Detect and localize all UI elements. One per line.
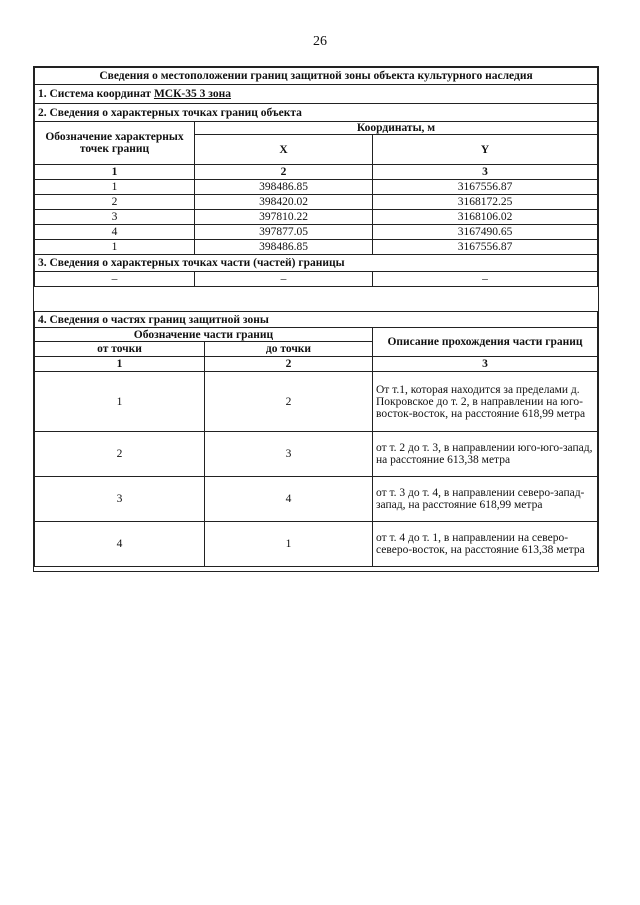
y-cell: 3167490.65 <box>373 225 598 240</box>
column-number: 3 <box>373 357 598 372</box>
column-number: 2 <box>205 357 373 372</box>
coordinates-table <box>34 67 598 287</box>
to-cell: 4 <box>205 477 373 522</box>
table-row <box>35 195 598 210</box>
y-header: Y <box>373 135 598 165</box>
x-cell: 397877.05 <box>195 225 373 240</box>
y-cell: 3167556.87 <box>373 180 598 195</box>
to-cell: 1 <box>205 522 373 567</box>
x-header: X <box>195 135 373 165</box>
point-cell: 2 <box>35 195 195 210</box>
x-cell: 398420.02 <box>195 195 373 210</box>
from-cell: 2 <box>35 432 205 477</box>
x-cell: 397810.22 <box>195 210 373 225</box>
y-cell: 3168172.25 <box>373 195 598 210</box>
description-cell: от т. 4 до т. 1, в направлении на северо-северо-восток, на расстояние 613,38 метра <box>373 522 598 567</box>
description-cell: от т. 2 до т. 3, в направлении юго-юго-запад, на расстояние 613,38 метра <box>373 432 598 477</box>
x-cell: 398486.85 <box>195 240 373 255</box>
coordinate-system-row <box>35 85 598 104</box>
point-cell: 4 <box>35 225 195 240</box>
main-title: Сведения о местоположении границ защитной зоны объекта культурного наследия <box>35 68 598 85</box>
section-3-title: 3. Сведения о характерных точках части (частей) границы <box>35 255 598 272</box>
description-header: Описание прохождения части границ <box>373 328 598 357</box>
to-point-header: до точки <box>205 342 373 357</box>
column-number: 1 <box>35 357 205 372</box>
table-row <box>35 432 598 477</box>
column-number: 3 <box>373 165 598 180</box>
boundary-parts-table <box>34 311 598 567</box>
table-row <box>35 522 598 567</box>
description-cell: От т.1, которая находится за пределами д. Покровское до т. 2, в направлении на юго-восток-восток, на расстояние 618,99 метра <box>373 372 598 432</box>
coordinate-system-label: 1. Система координат <box>38 88 154 100</box>
page-number: 26 <box>313 34 327 49</box>
to-cell: 2 <box>205 372 373 432</box>
from-cell: 4 <box>35 522 205 567</box>
part-designation-header: Обозначение части границ <box>35 328 373 342</box>
section-4-title: 4. Сведения о частях границ защитной зоны <box>35 312 598 328</box>
section-2-title: 2. Сведения о характерных точках границ объекта <box>35 104 598 122</box>
coordinates-header: Координаты, м <box>195 122 598 135</box>
y-cell: 3168106.02 <box>373 210 598 225</box>
column-number: 1 <box>35 165 195 180</box>
table-row <box>35 477 598 522</box>
coordinate-system-value: МСК-35 3 зона <box>153 88 231 100</box>
from-cell: 3 <box>35 477 205 522</box>
from-point-header: от точки <box>35 342 205 357</box>
point-cell: 3 <box>35 210 195 225</box>
point-designation-header: Обозначение характерных точек границ <box>35 122 195 165</box>
from-cell: 1 <box>35 372 205 432</box>
table-row <box>35 372 598 432</box>
to-cell: 3 <box>205 432 373 477</box>
dash-cell: – <box>195 272 373 287</box>
table-row <box>35 210 598 225</box>
x-cell: 398486.85 <box>195 180 373 195</box>
table-row <box>35 272 598 287</box>
point-cell: 1 <box>35 240 195 255</box>
dash-cell: – <box>373 272 598 287</box>
boundary-info-table <box>33 66 599 572</box>
column-number: 2 <box>195 165 373 180</box>
point-cell: 1 <box>35 180 195 195</box>
description-cell: от т. 3 до т. 4, в направлении северо-запад-запад, на расстояние 618,99 метра <box>373 477 598 522</box>
table-row <box>35 240 598 255</box>
y-cell: 3167556.87 <box>373 240 598 255</box>
table-row <box>35 225 598 240</box>
table-row <box>35 180 598 195</box>
dash-cell: – <box>35 272 195 287</box>
